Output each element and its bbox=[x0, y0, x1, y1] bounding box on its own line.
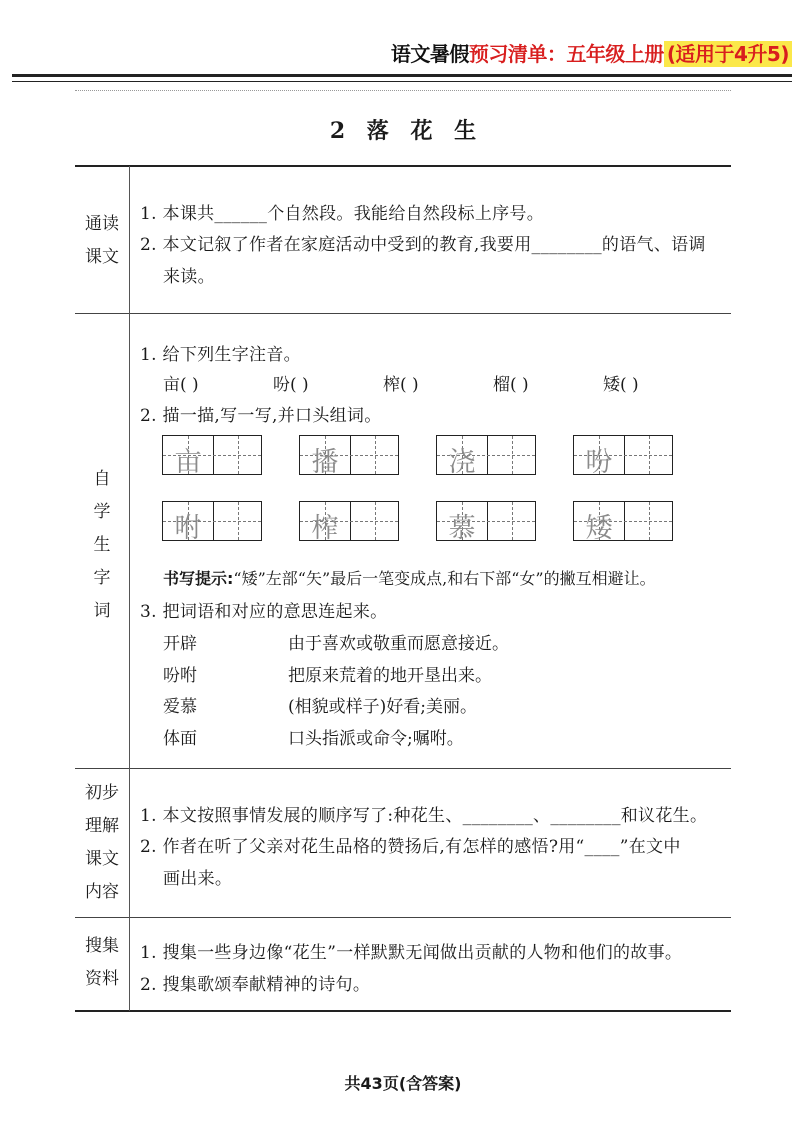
lesson-title: 2 落 花 生 bbox=[329, 118, 477, 144]
question-text: 2. 搜集歌颂奉献精神的诗句。 bbox=[140, 975, 371, 995]
writing-grid[interactable] bbox=[436, 501, 536, 544]
match-meaning[interactable]: (相貌或样子)好看;美丽。 bbox=[288, 697, 477, 717]
label-line: 搜集 bbox=[85, 936, 119, 956]
header-rule-thick bbox=[12, 74, 792, 77]
trace-character: 咐 bbox=[174, 513, 202, 544]
section-label-zixue bbox=[75, 463, 129, 628]
question-text: 1. 搜集一些身边像“花生”一样默默无闻做出贡献的人物和他们的故事。 bbox=[140, 943, 683, 963]
match-meaning[interactable]: 口头指派或命令;嘱咐。 bbox=[288, 729, 464, 749]
question-text: 2. 作者在听了父亲对花生品格的赞扬后,有怎样的感悟?用“____”在文中 bbox=[140, 837, 681, 857]
trace-character: 播 bbox=[311, 447, 339, 478]
pinyin-item: 榨( ) bbox=[383, 375, 419, 395]
writing-grid[interactable] bbox=[573, 501, 673, 544]
label-line: 课文 bbox=[85, 849, 119, 869]
table-bottom-border bbox=[75, 1010, 731, 1012]
question-text: 画出来。 bbox=[163, 869, 233, 889]
page-header bbox=[391, 38, 792, 67]
label-line: 词 bbox=[93, 601, 111, 621]
table-top-border bbox=[75, 165, 731, 167]
writing-tip bbox=[163, 566, 656, 589]
writing-grid[interactable] bbox=[573, 435, 673, 478]
trace-character: 矮 bbox=[585, 513, 613, 544]
match-word[interactable]: 体面 bbox=[163, 729, 197, 749]
pinyin-item: 榴( ) bbox=[493, 375, 529, 395]
label-line: 字 bbox=[93, 568, 111, 588]
trace-character: 榨 bbox=[311, 513, 339, 544]
label-line: 通读 bbox=[85, 214, 119, 234]
label-column-divider bbox=[129, 166, 130, 1011]
header-grade-badge: (适用于4升5) bbox=[664, 41, 792, 67]
pinyin-item: 矮( ) bbox=[603, 375, 639, 395]
writing-tip-text: “矮”左部“矢”最后一笔变成点,和右下部“女”的撇互相避让。 bbox=[233, 569, 656, 588]
trace-character: 浇 bbox=[448, 447, 476, 478]
section-label-souji bbox=[75, 930, 129, 996]
header-rule-thin bbox=[12, 81, 792, 82]
trace-character: 慕 bbox=[448, 513, 476, 544]
match-word[interactable]: 吩咐 bbox=[163, 666, 197, 686]
question-text: 1. 本课共______个自然段。我能给自然段标上序号。 bbox=[140, 204, 545, 224]
writing-grid[interactable] bbox=[299, 435, 399, 478]
row-divider bbox=[75, 917, 731, 918]
row-divider bbox=[75, 768, 731, 769]
writing-grid[interactable] bbox=[162, 501, 262, 544]
label-line: 学 bbox=[93, 502, 111, 522]
section-label-chubu bbox=[75, 777, 129, 909]
pinyin-item: 亩( ) bbox=[163, 375, 199, 395]
question-text: 来读。 bbox=[163, 267, 215, 287]
question-text: 2. 本文记叙了作者在家庭活动中受到的教育,我要用________的语气、语调 bbox=[140, 235, 706, 255]
label-line: 资料 bbox=[85, 969, 119, 989]
match-meaning[interactable]: 把原来荒着的地开垦出来。 bbox=[288, 666, 492, 686]
trace-character: 吩 bbox=[585, 447, 613, 478]
question-text: 3. 把词语和对应的意思连起来。 bbox=[140, 602, 388, 622]
row-divider bbox=[75, 313, 731, 314]
trace-character: 亩 bbox=[174, 447, 202, 478]
writing-grid[interactable] bbox=[162, 435, 262, 478]
writing-grid[interactable] bbox=[299, 501, 399, 544]
writing-tip-label: 书写提示: bbox=[163, 569, 234, 588]
dotted-divider bbox=[75, 90, 731, 91]
pinyin-item: 吩( ) bbox=[273, 375, 309, 395]
section-label-tongdu bbox=[75, 208, 129, 274]
question-text: 1. 本文按照事情发展的顺序写了:种花生、________、________和议花生。 bbox=[140, 806, 708, 826]
writing-grid[interactable] bbox=[436, 435, 536, 478]
label-line: 生 bbox=[93, 535, 111, 555]
header-title-red: 预习清单：五年级上册 bbox=[468, 42, 664, 66]
page-footer: 共43页(含答案) bbox=[344, 1074, 462, 1093]
label-line: 课文 bbox=[85, 247, 119, 267]
match-word[interactable]: 爱慕 bbox=[163, 697, 197, 717]
header-title-black: 语文暑假 bbox=[390, 42, 469, 66]
question-text: 2. 描一描,写一写,并口头组词。 bbox=[140, 406, 382, 426]
match-word[interactable]: 开辟 bbox=[163, 634, 197, 654]
label-line: 内容 bbox=[85, 882, 119, 902]
label-line: 自 bbox=[93, 469, 111, 489]
match-meaning[interactable]: 由于喜欢或敬重而愿意接近。 bbox=[288, 634, 509, 654]
label-line: 初步 bbox=[85, 783, 119, 803]
question-text: 1. 给下列生字注音。 bbox=[140, 345, 301, 365]
label-line: 理解 bbox=[85, 816, 119, 836]
